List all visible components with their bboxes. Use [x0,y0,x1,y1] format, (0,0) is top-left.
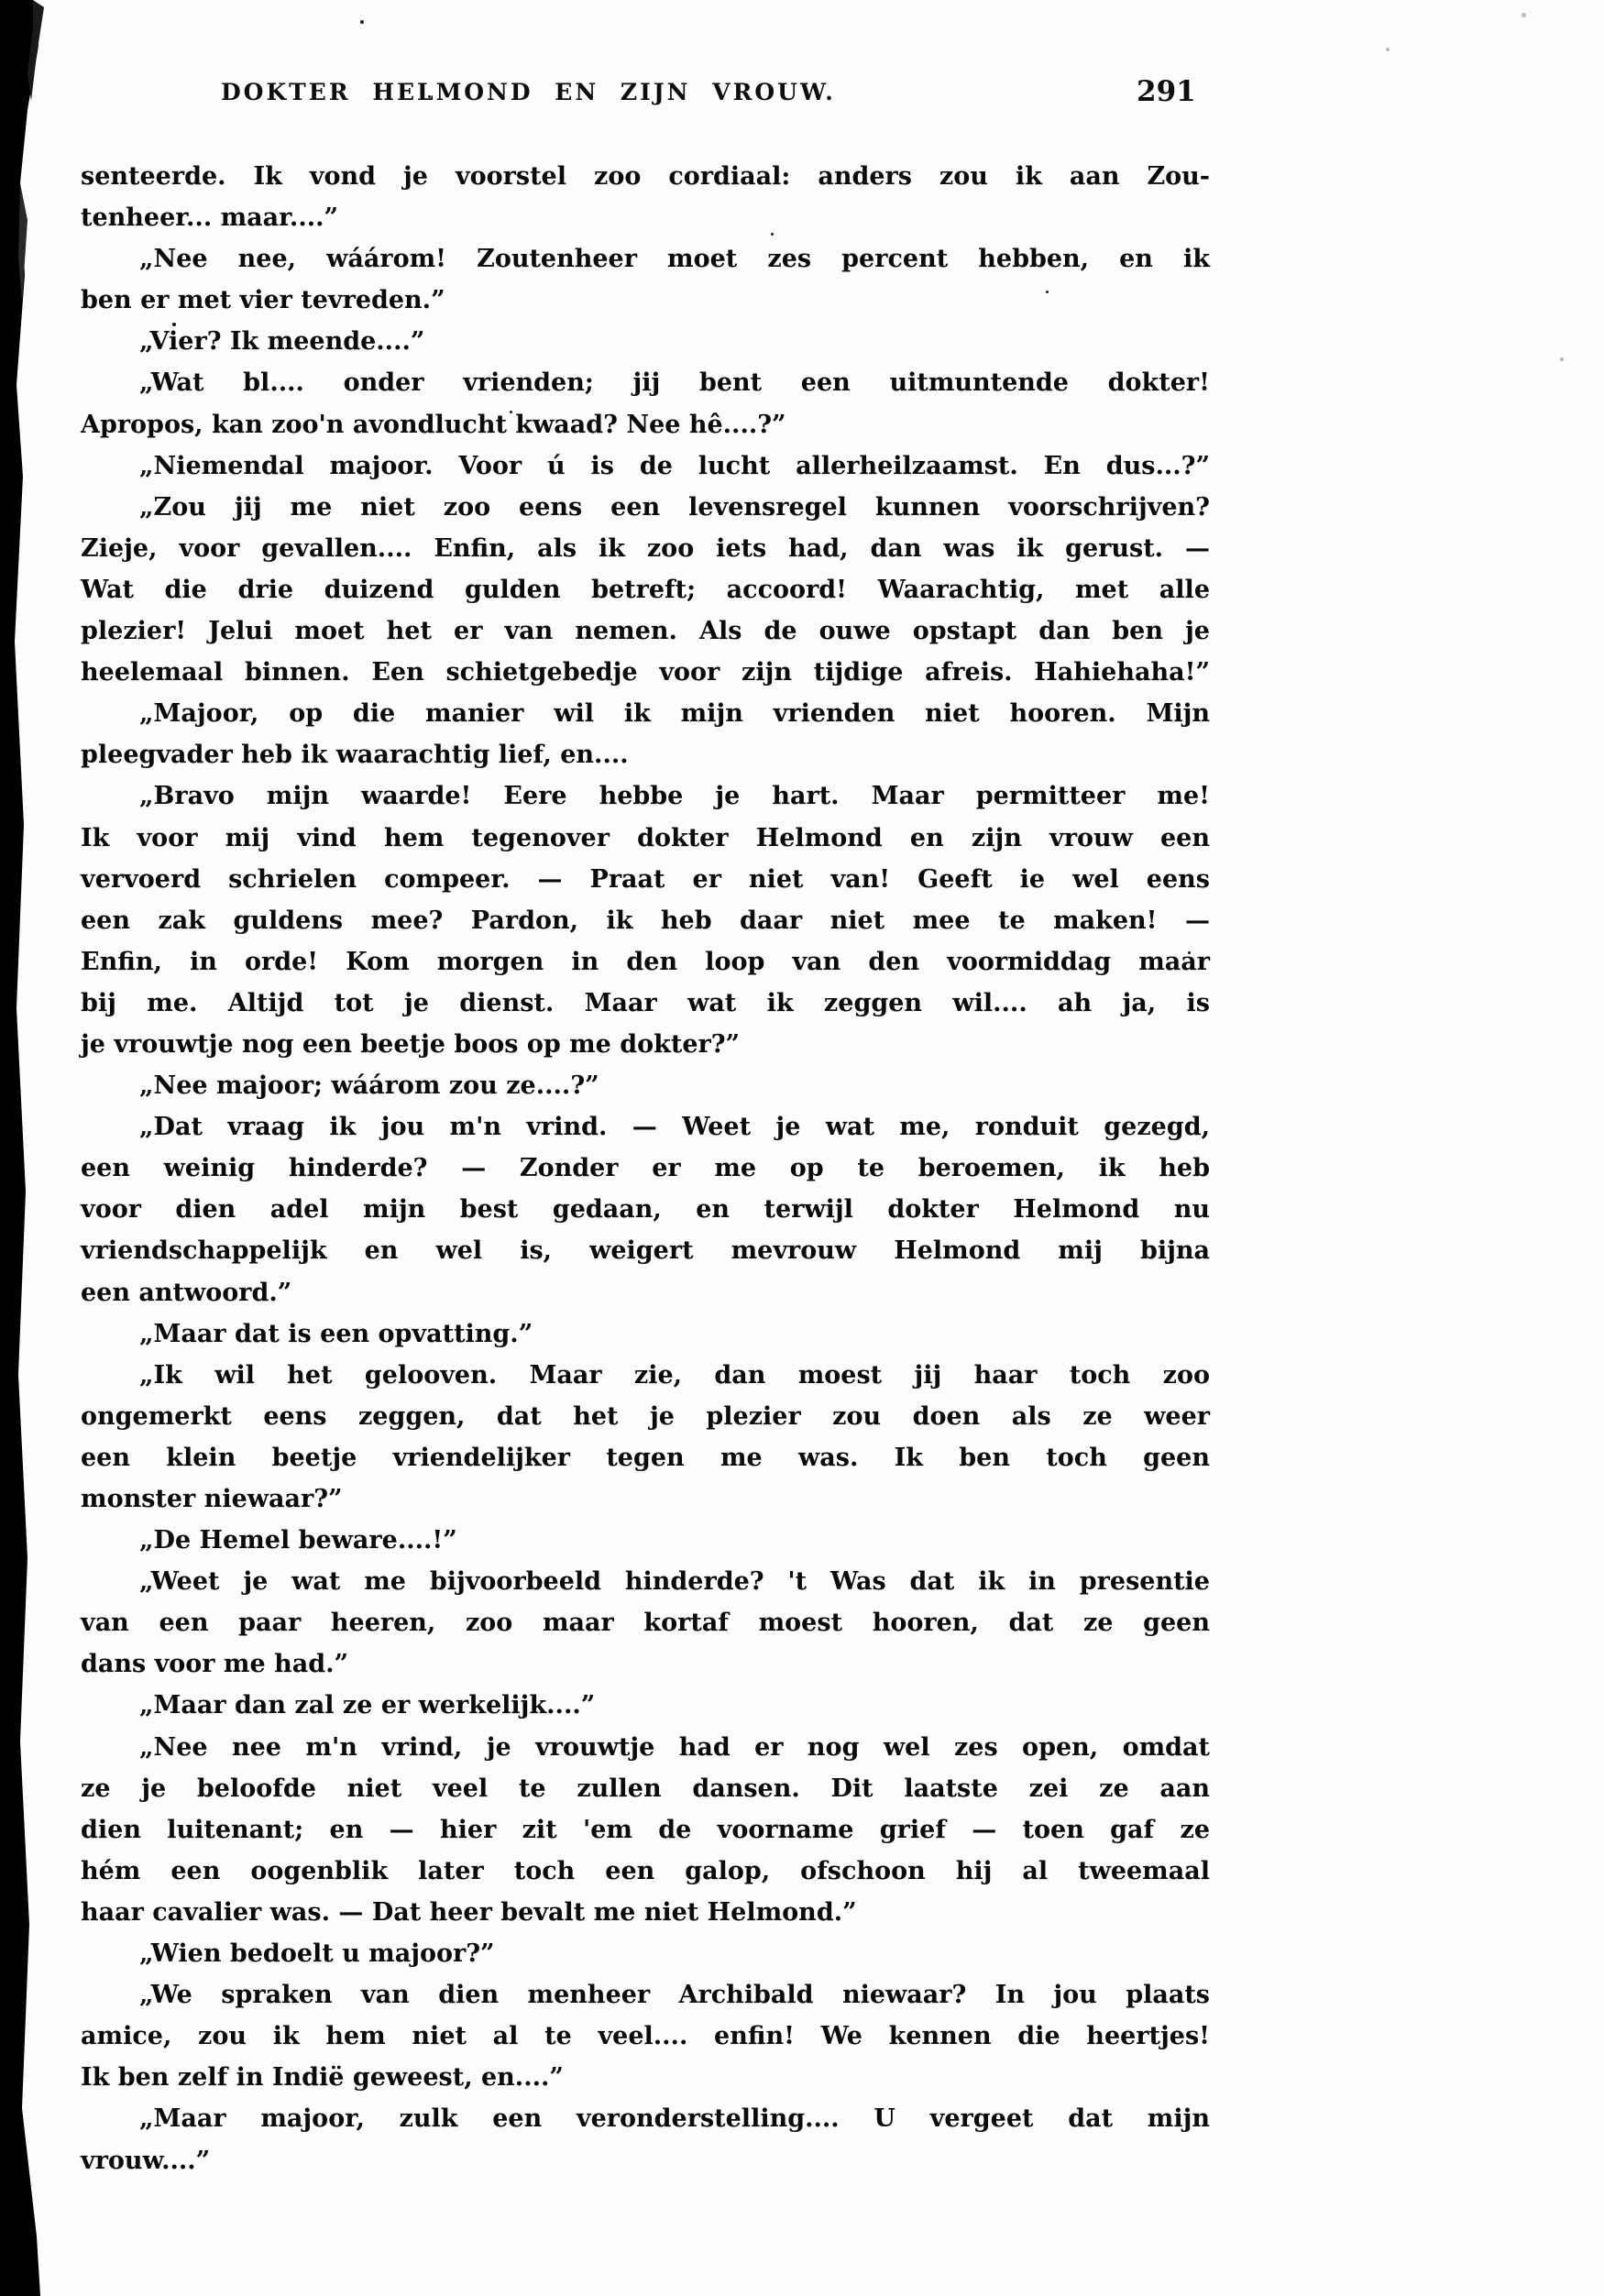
text-line: pleegvader heb ik waarachtig lief, en.... [81,741,629,770]
running-header-title: DOKTER HELMOND EN ZIJN VROUW. [221,79,836,105]
text-line: hém een oogenblik later toch een galop, ofschoon hij al tweemaal [81,1856,1210,1885]
text-line: monster niewaar?” [81,1485,343,1513]
text-line: „Vier? Ik meende....” [139,327,425,357]
text-line: „Nee nee m'n vrind, je vrouwtje had er nog wel zes open, omdat [139,1732,1210,1762]
text-line: Wat die drie duizend gulden betreft; accoord! Waarachtig, met alle [81,575,1210,604]
text-line: „Nee majoor; wáárom zou ze....?” [139,1071,599,1101]
text-line: een antwoord.” [81,1278,292,1307]
text-line: Ik voor mij vind hem tegenover dokter Helmond en zijn vrouw een [81,823,1210,852]
text-line: „Zou jij me niet zoo eens een levensregel kunnen voorschrijven? [139,492,1210,522]
text-line: ongemerkt eens zeggen, dat het je plezier zou doen als ze weer [81,1401,1210,1431]
text-line: „Weet je wat me bijvoorbeeld hinderde? 't Was dat ik in presentie [139,1567,1210,1597]
text-line: ze je beloofde niet veel te zullen dansen. Dit laatste zei ze aan [81,1774,1210,1803]
text-line: vervoerd schrielen compeer. — Praat er niet van! Geeft ie wel eens [81,864,1210,894]
text-line: tenheer... maar....” [81,203,339,233]
text-line: „Majoor, op die manier wil ik mijn vrienden niet hooren. Mijn [139,699,1210,729]
text-line: „Niemendal majoor. Voor ú is de lucht allerheilzaamst. En dus...?” [139,451,1210,480]
text-line: vriendschappelijk en wel is, weigert mevrouw Helmond mij bijna [81,1236,1210,1266]
text-line: amice, zou ik hem niet al te veel.... enfin! We kennen die heertjes! [81,2022,1210,2051]
text-line: „Wat bl.... onder vrienden; jij bent een uitmuntende dokter! [139,368,1210,398]
text-line: Apropos, kan zoo'n avondlucht kwaad? Nee hê....?” [81,410,786,439]
text-line: „De Hemel beware....!” [139,1526,457,1555]
text-line: haar cavalier was. — Dat heer bevalt me niet Helmond.” [81,1897,857,1927]
text-line: een klein beetje vriendelijker tegen me was. Ik ben toch geen [81,1443,1210,1472]
text-line: een zak guldens mee? Pardon, ik heb daar niet mee te maken! — [81,906,1210,935]
scan-speck [360,20,364,24]
text-line: ben er met vier tevreden.” [81,286,445,315]
text-line: „Nee nee, wáárom! Zoutenheer moet zes percent hebben, en ik [139,245,1210,274]
text-line: Ik ben zelf in Indië geweest, en....” [81,2063,564,2093]
binding-shadow [0,0,64,2296]
text-line: „Maar majoor, zulk een veronderstelling.... U vergeet dat mijn [139,2104,1210,2134]
text-line: bij me. Altijd tot je dienst. Maar wat ik zeggen wil.... ah ja, is [81,988,1210,1017]
text-line: voor dien adel mijn best gedaan, en terwijl dokter Helmond nu [81,1195,1210,1225]
scan-speck [1522,13,1526,17]
scan-speck [1386,48,1390,51]
text-column [81,156,1210,2181]
text-line: dans voor me had.” [81,1650,349,1679]
scan-speck [1560,357,1564,361]
text-line: „Bravo mijn waarde! Eere hebbe je hart. Maar permitteer me! [139,782,1210,811]
text-line: senteerde. Ik vond je voorstel zoo cordiaal: anders zou ik aan Zou- [81,162,1210,191]
text-line: „Wien bedoelt u majoor?” [139,1939,495,1969]
text-line: een weinig hinderde? — Zonder er me op te beroemen, ik heb [81,1154,1210,1183]
binding-shadow-shape [0,0,64,2296]
text-line: Zieje, voor gevallen.... Enfin, als ik zoo iets had, dan was ik gerust. — [81,533,1210,563]
text-line: „Dat vraag ik jou m'n vrind. — Weet je wat me, ronduit gezegd, [139,1113,1210,1142]
page-number: 291 [1137,75,1196,108]
text-line: van een paar heeren, zoo maar kortaf moest hooren, dat ze geen [81,1609,1210,1638]
text-line: „Ik wil het gelooven. Maar zie, dan moest jij haar toch zoo [139,1360,1210,1390]
text-line: „Maar dan zal ze er werkelijk....” [139,1691,596,1720]
text-line: plezier! Jelui moet het er van nemen. Als de ouwe opstapt dan ben je [81,617,1210,646]
text-line: „We spraken van dien menheer Archibald niewaar? In jou plaats [139,1981,1210,2010]
text-line: heelemaal binnen. Een schietgebedje voor zijn tijdige afreis. Hahiehaha!” [81,658,1210,687]
text-line: dien luitenant; en — hier zit 'em de voorname grief — toen gaf ze [81,1815,1210,1844]
text-line: Enfin, in orde! Kom morgen in den loop van den voormiddag maar [81,947,1210,976]
text-line: vrouw....” [81,2146,211,2175]
text-line: „Maar dat is een opvatting.” [139,1319,533,1348]
text-line: je vrouwtje nog een beetje boos op me dokter?” [81,1029,741,1059]
